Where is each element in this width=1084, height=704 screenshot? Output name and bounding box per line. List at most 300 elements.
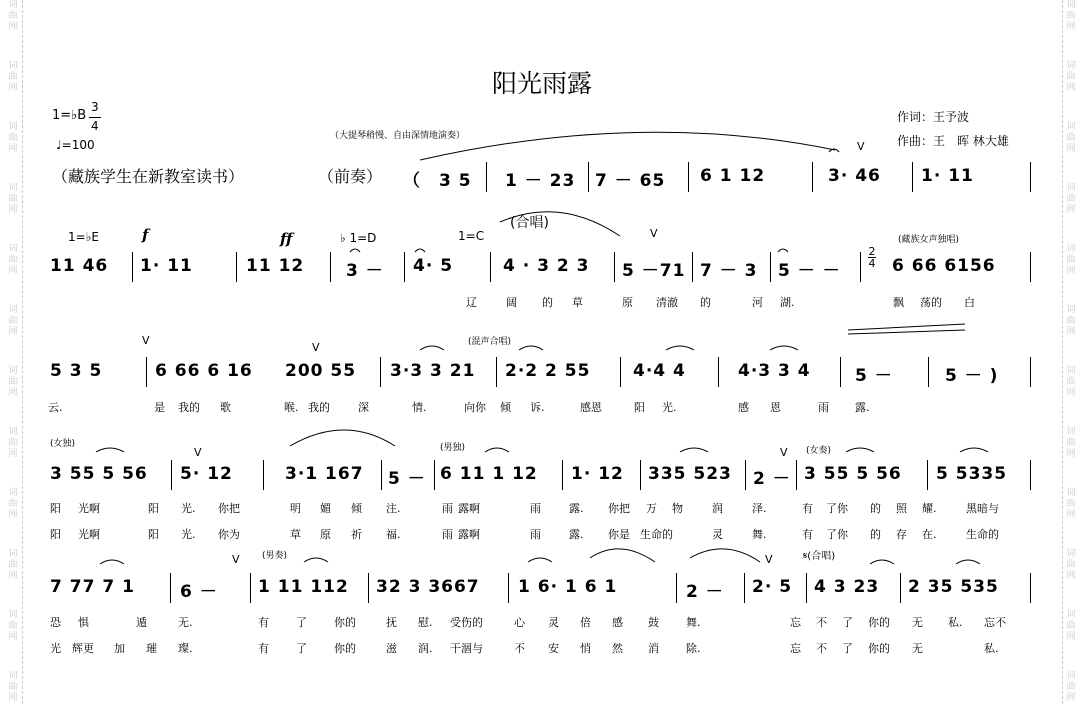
lyric-word: 私. xyxy=(984,642,999,655)
barline xyxy=(132,252,133,282)
lyric-word: 有 xyxy=(258,642,269,655)
staff-2-segment: 11 12 xyxy=(246,256,305,276)
lyric-word: 润 xyxy=(712,502,723,515)
breath-mark: V xyxy=(142,334,150,347)
watermark-text: 词 曲 网 xyxy=(1066,427,1076,459)
lyric-word: 璀 xyxy=(146,642,157,655)
lyric-word: 干涸与 xyxy=(450,642,483,655)
staff-4-segment: 5· 12 xyxy=(180,464,233,484)
staff-2-segment: 1· 11 xyxy=(140,256,193,276)
lyric-word: 露啊 xyxy=(458,502,480,515)
lyric-word: 雨 xyxy=(530,502,541,515)
staff-3-segment: 6 66 6 16 xyxy=(155,361,253,381)
lyric-word: 惧 xyxy=(78,616,89,629)
watermark-text: 词 曲 网 xyxy=(8,61,18,93)
watermark-text: 词 曲 网 xyxy=(1066,122,1076,154)
staff-1-segment: 1· 11 xyxy=(921,166,974,186)
staff-4-segment: 5 5335 xyxy=(936,464,1008,484)
fermata-arc xyxy=(350,249,360,252)
staff-1-segment: 7 － 65 xyxy=(595,171,666,191)
lyric-word: 安 xyxy=(548,642,559,655)
lyric-word: 倍 xyxy=(580,616,591,629)
slur xyxy=(690,549,760,562)
lyric-word: 你为 xyxy=(218,528,240,541)
lyric-word: 你的 xyxy=(334,616,356,629)
lyric-word: 舞. xyxy=(686,616,701,629)
lyric-word: 黑暗与 xyxy=(966,502,999,515)
watermark-text: 词 曲 网 xyxy=(1066,61,1076,93)
watermark-text: 词 曲 网 xyxy=(8,183,18,215)
staff-2-notes xyxy=(0,256,1084,280)
barline xyxy=(745,460,746,490)
watermark-text: 词 曲 网 xyxy=(8,305,18,337)
staff-5-segment: 4 3 23 xyxy=(814,577,880,597)
segno-chorus-label: 𝄋(合唱) xyxy=(803,551,836,562)
tie xyxy=(770,346,798,350)
mixed-chorus-label: (混声合唱) xyxy=(468,337,512,347)
lyric-word: 加 xyxy=(114,642,125,655)
watermark-text: 词 曲 网 xyxy=(1066,305,1076,337)
staff-3-notes xyxy=(0,361,1084,385)
staff-1-notes xyxy=(0,166,1084,190)
lyric-word: 慰. xyxy=(418,616,433,629)
decrescendo-wedge xyxy=(848,324,965,334)
barline xyxy=(840,357,841,387)
tie xyxy=(96,448,124,452)
barline xyxy=(688,162,689,192)
lyric-word: 照 xyxy=(896,502,907,515)
lyric-word: 诉. xyxy=(530,401,545,414)
key-change-d: ♭ 1=D xyxy=(340,231,377,245)
lyricist-credit: 作词：王予波 xyxy=(897,110,970,124)
lyric-word: 深 xyxy=(358,401,369,414)
staff-4-lyrics-verse-2 xyxy=(0,526,1084,544)
lyric-word: 了你 xyxy=(826,502,848,515)
lyric-word: 媚 xyxy=(320,502,331,515)
lyric-word: 光啊 xyxy=(78,502,100,515)
staff-3-segment: 2·2 2 55 xyxy=(505,361,591,381)
watermark-text: 词 曲 网 xyxy=(1066,244,1076,276)
lyric-word: 了 xyxy=(296,616,307,629)
prelude-label: （前奏） xyxy=(318,167,383,186)
staff-5-segment: 2 35 535 xyxy=(908,577,999,597)
lyric-word: 草 xyxy=(572,296,583,309)
composer-credit: 作曲：王 晖 林大雄 xyxy=(897,134,1009,148)
barline xyxy=(486,162,487,192)
lyric-word: 雨 xyxy=(530,528,541,541)
barline xyxy=(250,573,251,603)
lyric-word: 光. xyxy=(181,528,196,541)
intro-label: （藏族学生在新教室读书） xyxy=(52,167,245,186)
staff-3-segment: 4·4 4 xyxy=(633,361,686,381)
watermark-text: 词 曲 网 xyxy=(1066,549,1076,581)
barline xyxy=(496,357,497,387)
breath-mark: V xyxy=(650,227,658,240)
barline xyxy=(812,162,813,192)
lyric-word: 你把 xyxy=(218,502,240,515)
lyric-word: 了你 xyxy=(826,528,848,541)
tibetan-solo-label: (藏族女声独唱) xyxy=(898,235,960,245)
lyric-word: 耀. xyxy=(922,502,937,515)
lyric-word: 灵 xyxy=(712,528,723,541)
lyric-word: 露. xyxy=(569,502,584,515)
barline xyxy=(1030,252,1031,282)
staff-3-segment: 5 － xyxy=(855,366,893,386)
lyric-word: 滋 xyxy=(386,642,397,655)
lyric-word: 存 xyxy=(896,528,907,541)
lyric-word: 阳 xyxy=(634,401,645,414)
lyric-word: 你的 xyxy=(868,616,890,629)
staff-1-segment: 1 － 23 xyxy=(505,171,576,191)
lyric-word: 泽. xyxy=(752,502,767,515)
lyric-word: 雨 xyxy=(442,502,453,515)
watermark-text: 词 曲 网 xyxy=(8,671,18,703)
song-title: 阳光雨露 xyxy=(491,69,592,98)
lyric-word: 光啊 xyxy=(78,528,100,541)
breath-mark: V xyxy=(765,553,773,566)
lyric-word: 感 xyxy=(612,616,623,629)
lyric-word: 的 xyxy=(870,528,881,541)
barline xyxy=(146,357,147,387)
staff-4-lyrics-verse-1 xyxy=(0,500,1084,518)
barline xyxy=(236,252,237,282)
lyric-word: 湖. xyxy=(780,296,795,309)
staff-2-segment: 7 － 3 xyxy=(700,261,758,281)
lyric-word: 辉更 xyxy=(72,642,94,655)
lyric-word: 喉. xyxy=(284,401,299,414)
lyric-word: 恐 xyxy=(50,616,61,629)
staff-3-segment: 5 － ) xyxy=(945,366,999,386)
watermark-text: 词 曲 网 xyxy=(1066,488,1076,520)
lyric-word: 我的 xyxy=(308,401,330,414)
lyric-word: 抚 xyxy=(386,616,397,629)
tie xyxy=(420,346,444,350)
staff-5-notes xyxy=(0,577,1084,601)
staff-5-lyrics-verse-1 xyxy=(0,614,1084,632)
lyric-word: 有 xyxy=(802,528,813,541)
tie xyxy=(528,558,552,562)
barline xyxy=(928,357,929,387)
lyric-word: 有 xyxy=(258,616,269,629)
fermata-arc xyxy=(415,249,425,252)
staff-5-segment: 2· 5 xyxy=(752,577,793,597)
tie xyxy=(485,448,509,452)
staff-5-segment: 2 － xyxy=(686,582,724,602)
lyric-word: 光 xyxy=(50,642,61,655)
barline xyxy=(1030,357,1031,387)
staff-5-segment: 6 － xyxy=(180,582,218,602)
watermark-text: 词 曲 网 xyxy=(1066,366,1076,398)
lyric-word: 阳 xyxy=(148,528,159,541)
staff-4-segment: 335 523 xyxy=(648,464,732,484)
lyric-word: 灵 xyxy=(548,616,559,629)
lyric-word: 阳 xyxy=(50,502,61,515)
chorus-label: (合唱) xyxy=(510,215,549,231)
lyric-word: 的 xyxy=(870,502,881,515)
long-slur xyxy=(420,132,835,160)
barline xyxy=(900,573,901,603)
tie xyxy=(680,448,708,452)
lyric-word: 你把 xyxy=(608,502,630,515)
staff-4-segment: 3·1 167 xyxy=(285,464,364,484)
barline xyxy=(744,573,745,603)
slur xyxy=(590,549,655,562)
tie xyxy=(960,448,988,452)
watermark-text: 词 曲 网 xyxy=(1066,0,1076,32)
lyric-word: 辽 xyxy=(466,296,477,309)
breath-mark: V xyxy=(312,341,320,354)
lyric-word: 受伤的 xyxy=(450,616,483,629)
staff-5-segment: 1 11 112 xyxy=(258,577,349,597)
lyric-word: 不 xyxy=(816,642,827,655)
dynamic-fortissimo: ff xyxy=(280,230,293,248)
lyric-word: 了 xyxy=(842,616,853,629)
staff-4-segment: 1· 12 xyxy=(571,464,624,484)
lyric-word: 阳 xyxy=(50,528,61,541)
lyric-word: 雨 xyxy=(442,528,453,541)
barline xyxy=(1030,460,1031,490)
lyric-word: 白 xyxy=(964,296,975,309)
breath-mark: V xyxy=(857,140,865,153)
lyric-word: 你是 xyxy=(608,528,630,541)
lyric-word: 悄 xyxy=(580,642,591,655)
dynamic-forte: f xyxy=(142,226,149,244)
lyric-word: 了 xyxy=(842,642,853,655)
time-signature-line xyxy=(89,117,101,118)
time-top: 2 xyxy=(868,245,876,258)
lyric-word: 光. xyxy=(662,401,677,414)
lyric-word: 情. xyxy=(412,401,427,414)
key-signature: 1=♭B xyxy=(52,108,87,123)
staff-5-segment: 32 3 3667 xyxy=(376,577,480,597)
barline xyxy=(614,252,615,282)
barline xyxy=(263,460,264,490)
barline xyxy=(1030,162,1031,192)
key-change-eb: 1=♭E xyxy=(68,230,99,244)
barline xyxy=(330,252,331,282)
watermark-text: 词 曲 网 xyxy=(1066,183,1076,215)
staff-1-segment: （ 3 5 xyxy=(403,171,472,191)
barline xyxy=(171,460,172,490)
lyric-word: 露. xyxy=(569,528,584,541)
breath-mark: V xyxy=(780,446,788,459)
lyric-word: 私. xyxy=(948,616,963,629)
lyric-word: 忘 xyxy=(790,616,801,629)
lyric-word: 祈 xyxy=(351,528,362,541)
lyric-word: 的 xyxy=(542,296,553,309)
lyric-word: 注. xyxy=(386,502,401,515)
staff-3-lyrics xyxy=(0,399,1084,417)
staff-1-segment: 3· 46 xyxy=(828,166,881,186)
lyric-word: 万 xyxy=(646,502,657,515)
staff-2-segment: 5 －71 xyxy=(622,261,686,281)
lyric-word: 无 xyxy=(912,616,923,629)
male-section-label: (男奏) xyxy=(262,551,288,561)
key-change-c: 1=C xyxy=(458,229,485,243)
fermata-arc xyxy=(829,149,839,152)
staff-2-segment: 11 46 xyxy=(50,256,109,276)
watermark-text: 词 曲 网 xyxy=(8,427,18,459)
time-signature-top: 3 xyxy=(91,100,99,114)
lyric-word: 的 xyxy=(700,296,711,309)
lyric-word: 露啊 xyxy=(458,528,480,541)
tie xyxy=(846,448,874,452)
barline xyxy=(806,573,807,603)
lyric-word: 福. xyxy=(386,528,401,541)
staff-4-segment: 2 － xyxy=(753,469,791,489)
lyric-word: 了 xyxy=(296,642,307,655)
lyric-word: 歌 xyxy=(220,401,231,414)
barline xyxy=(381,460,382,490)
barline xyxy=(588,162,589,192)
lyric-word: 感恩 xyxy=(580,401,602,414)
tie xyxy=(304,558,328,562)
watermark-text: 词 曲 网 xyxy=(8,488,18,520)
lyric-word: 生命的 xyxy=(640,528,673,541)
tie xyxy=(870,560,894,564)
lyric-word: 鼓 xyxy=(648,616,659,629)
lyric-word: 不 xyxy=(514,642,525,655)
barline xyxy=(1030,573,1031,603)
staff-4-segment: 5 － xyxy=(388,469,426,489)
lyric-word: 我的 xyxy=(178,401,200,414)
lyric-word: 物 xyxy=(672,502,683,515)
barline xyxy=(770,252,771,282)
watermark-text: 词 曲 网 xyxy=(8,610,18,642)
lyric-word: 清澈 xyxy=(656,296,678,309)
watermark-text: 词 曲 网 xyxy=(8,366,18,398)
barline xyxy=(912,162,913,192)
barline xyxy=(508,573,509,603)
barline xyxy=(620,357,621,387)
barline xyxy=(368,573,369,603)
lyric-word: 心 xyxy=(514,616,525,629)
lyric-word: 舞. xyxy=(752,528,767,541)
staff-3-segment: 5 3 5 xyxy=(50,361,103,381)
watermark-text: 词 曲 网 xyxy=(1066,671,1076,703)
lyric-word: 遁 xyxy=(136,616,147,629)
slur xyxy=(290,430,395,446)
barline xyxy=(860,252,861,282)
lyric-word: 河 xyxy=(752,296,763,309)
staff-5-lyrics-verse-2 xyxy=(0,640,1084,658)
female-section-label: (女奏) xyxy=(806,446,832,456)
lyric-word: 忘不 xyxy=(984,616,1006,629)
lyric-word: 飘 xyxy=(893,296,904,309)
watermark-text: 词 曲 网 xyxy=(8,0,18,32)
lyric-word: 是 xyxy=(154,401,165,414)
male-solo-label: (男独) xyxy=(440,443,466,453)
tie xyxy=(519,346,543,350)
staff-2-segment: 5 － － xyxy=(778,261,841,281)
barline xyxy=(434,460,435,490)
lyric-word: 无. xyxy=(178,616,193,629)
lyric-word: 无 xyxy=(912,642,923,655)
barline xyxy=(404,252,405,282)
watermark-text: 词 曲 网 xyxy=(8,122,18,154)
staff-5-segment: 1 6· 1 6 1 xyxy=(518,577,618,597)
lyric-word: 消 xyxy=(648,642,659,655)
time-bottom: 4 xyxy=(868,257,876,270)
staff-2-segment: 3 － xyxy=(346,261,384,281)
lyric-word: 草 xyxy=(290,528,301,541)
lyric-word: 雨 xyxy=(818,401,829,414)
lyric-word: 明 xyxy=(290,502,301,515)
barline xyxy=(562,460,563,490)
barline xyxy=(927,460,928,490)
barline xyxy=(692,252,693,282)
cello-instruction: （大提琴稍慢、自由深情地演奏） xyxy=(330,131,466,141)
barline xyxy=(796,460,797,490)
staff-4-segment: 3 55 5 56 xyxy=(804,464,902,484)
lyric-word: 忘 xyxy=(790,642,801,655)
tie xyxy=(100,560,124,564)
lyric-word: 光. xyxy=(181,502,196,515)
tie xyxy=(666,346,694,350)
lyric-word: 倾 xyxy=(500,401,511,414)
staff-3-segment: 200 55 xyxy=(285,361,357,381)
staff-2-segment: 4 · 3 2 3 xyxy=(503,256,590,276)
lyric-word: 荡的 xyxy=(920,296,942,309)
lyric-word: 原 xyxy=(320,528,331,541)
lyric-word: 除. xyxy=(686,642,701,655)
lyric-word: 云. xyxy=(48,401,63,414)
lyric-word: 你的 xyxy=(334,642,356,655)
lyric-word: 在. xyxy=(922,528,937,541)
staff-5-segment: 7 77 7 1 xyxy=(50,577,135,597)
female-solo-label: (女独) xyxy=(50,439,76,449)
lyric-word: 恩 xyxy=(770,401,781,414)
lyric-word: 倾 xyxy=(351,502,362,515)
lyric-word: 不 xyxy=(816,616,827,629)
lyric-word: 你的 xyxy=(868,642,890,655)
staff-2-segment: 4· 5 xyxy=(413,256,454,276)
breath-mark: V xyxy=(232,553,240,566)
lyric-word: 原 xyxy=(622,296,633,309)
barline xyxy=(676,573,677,603)
lyric-word: 阳 xyxy=(148,502,159,515)
barline xyxy=(170,573,171,603)
watermark-text: 词 曲 网 xyxy=(8,244,18,276)
staff-4-segment: 6 11 1 12 xyxy=(440,464,538,484)
barline xyxy=(640,460,641,490)
tempo-marking: ♩=100 xyxy=(56,138,95,152)
barline xyxy=(380,357,381,387)
lyric-word: 有 xyxy=(802,502,813,515)
tie xyxy=(956,560,980,564)
watermark-text: 词 曲 网 xyxy=(1066,610,1076,642)
fermata-arc xyxy=(778,249,788,252)
time-signature-bottom: 4 xyxy=(91,119,99,133)
lyric-word: 向你 xyxy=(464,401,486,414)
lyric-word: 璨. xyxy=(178,642,193,655)
staff-2-segment: 6 66 6156 xyxy=(892,256,996,276)
lyric-word: 润. xyxy=(418,642,433,655)
staff-3-segment: 3·3 3 21 xyxy=(390,361,476,381)
lyric-word: 阔 xyxy=(506,296,517,309)
lyric-word: 感 xyxy=(738,401,749,414)
staff-3-segment: 4·3 3 4 xyxy=(738,361,811,381)
staff-4-notes xyxy=(0,464,1084,488)
staff-1-segment: 6 1 12 xyxy=(700,166,766,186)
lyric-word: 露. xyxy=(855,401,870,414)
staff-2-lyrics xyxy=(0,294,1084,312)
watermark-text: 词 曲 网 xyxy=(8,549,18,581)
lyric-word: 然 xyxy=(612,642,623,655)
staff-4-segment: 3 55 5 56 xyxy=(50,464,148,484)
lyric-word: 生命的 xyxy=(966,528,999,541)
breath-mark: V xyxy=(194,446,202,459)
